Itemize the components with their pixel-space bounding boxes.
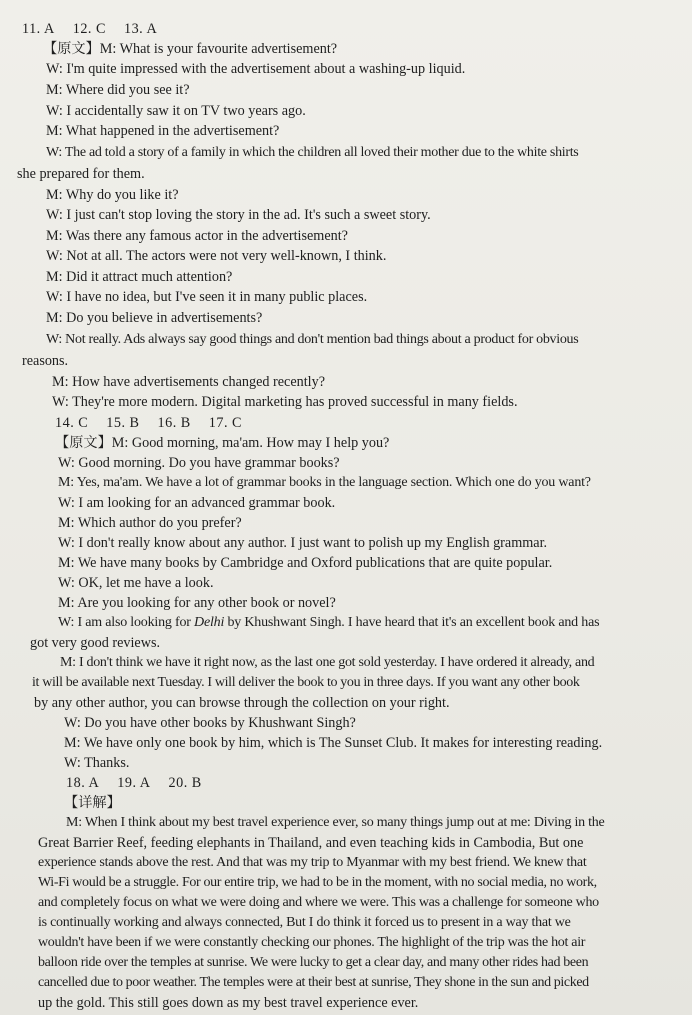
passage-line: experience stands above the rest. And that was my trip to Myanmar with my best friend. We knew that xyxy=(38,855,587,870)
transcript-line: W: I am looking for an advanced grammar book. xyxy=(58,495,336,511)
passage-line: cancelled due to poor weather. The temples were at their best at sunrise, They shone in the sun and picked xyxy=(38,975,589,990)
transcript-line: M: Yes, ma'am. We have a lot of grammar books in the language section. Which one do you want? xyxy=(58,475,591,490)
transcript-line: by any other author, you can browse through the collection on your right. xyxy=(34,695,450,711)
transcript-line: M: I don't think we have it right now, as the last one got sold yesterday. I have ordered it already, and xyxy=(60,655,595,670)
transcript-line: she prepared for them. xyxy=(17,166,145,182)
answer: 15. B xyxy=(106,415,140,431)
transcript-line: W: I am also looking for Delhi by Khushwant Singh. I have heard that it's an excellent book and has xyxy=(58,615,600,630)
transcript-line: M: Which author do you prefer? xyxy=(58,515,242,531)
transcript-line: W: They're more modern. Digital marketing has proved successful in many fields. xyxy=(52,394,518,410)
passage-line: and completely focus on what we were doing and where we were. This was a challenge for someone who xyxy=(38,895,599,910)
answer-row xyxy=(22,20,175,38)
transcript-line: M: Do you believe in advertisements? xyxy=(46,310,263,326)
passage-line: balloon ride over the temples at sunrise. We were lucky to get a clear day, and many other rides had been xyxy=(38,955,589,970)
transcript-line: W: Do you have other books by Khushwant Singh? xyxy=(64,715,356,731)
section-tag: 【详解】 xyxy=(64,795,121,811)
transcript-line: W: The ad told a story of a family in which the children all loved their mother due to the white shirts xyxy=(46,145,579,160)
passage-line: up the gold. This still goes down as my best travel experience ever. xyxy=(38,995,419,1011)
answer: 17. C xyxy=(208,415,242,431)
transcript-line: M: Are you looking for any other book or novel? xyxy=(58,595,336,611)
transcript-line: W: Not really. Ads always say good things and don't mention bad things about a product for obvious xyxy=(46,332,579,347)
transcript-line: 【原文】M: Good morning, ma'am. How may I help you? xyxy=(55,435,390,451)
passage-line: is continually working and always connected, But I do think it forced us to present in a way that we xyxy=(38,915,571,930)
transcript-line: W: I'm quite impressed with the advertisement about a washing-up liquid. xyxy=(46,61,466,77)
answer: 19. A xyxy=(117,775,151,791)
transcript-line: M: How have advertisements changed recently? xyxy=(52,374,326,390)
answer: 16. B xyxy=(157,415,191,431)
transcript-line: W: Good morning. Do you have grammar books? xyxy=(58,455,340,471)
answer: 11. A xyxy=(22,21,55,37)
transcript-line: M: We have many books by Cambridge and Oxford publications that are quite popular. xyxy=(58,555,553,571)
transcript-line: W: I don't really know about any author. I just want to polish up my English grammar. xyxy=(58,535,548,551)
transcript-line: it will be available next Tuesday. I will deliver the book to you in three days. If you want any other book xyxy=(32,675,580,690)
section-tag: 【原文】 xyxy=(55,435,112,451)
transcript-line: W: I have no idea, but I've seen it in many public places. xyxy=(46,289,368,305)
passage-line: Wi-Fi would be a struggle. For our entire trip, we had to be in the moment, with no social media, no work, xyxy=(38,875,597,890)
transcript-line: W: Thanks. xyxy=(64,755,130,771)
transcript-line: M: What happened in the advertisement? xyxy=(46,123,280,139)
transcript-line: W: Not at all. The actors were not very well-known, I think. xyxy=(46,248,387,264)
passage-line: Great Barrier Reef, feeding elephants in Thailand, and even teaching kids in Cambodia, But one xyxy=(38,835,584,851)
transcript-line: M: Where did you see it? xyxy=(46,82,190,98)
transcript-line: M: Did it attract much attention? xyxy=(46,269,233,285)
book-title: Delhi xyxy=(194,615,225,630)
transcript-line: W: I just can't stop loving the story in the ad. It's such a sweet story. xyxy=(46,207,431,223)
section-tag: 【原文】 xyxy=(43,41,100,57)
answer: 12. C xyxy=(72,21,106,37)
transcript-line: reasons. xyxy=(22,353,69,369)
transcript-line: M: Was there any famous actor in the advertisement? xyxy=(46,228,348,244)
answer-row xyxy=(55,414,260,432)
answer: 13. A xyxy=(123,21,158,37)
transcript-line: M: Why do you like it? xyxy=(46,187,179,203)
passage-line: M: When I think about my best travel experience ever, so many things jump out at me: Diving in the xyxy=(66,815,605,830)
transcript-line: M: We have only one book by him, which is The Sunset Club. It makes for interesting reading. xyxy=(64,735,603,751)
transcript-line: got very good reviews. xyxy=(30,635,161,651)
answer: 14. C xyxy=(55,415,89,431)
transcript-line: 【原文】M: What is your favourite advertisement? xyxy=(43,41,338,57)
passage-line: wouldn't have been if we were constantly checking our phones. The highlight of the trip was the hot air xyxy=(38,935,586,950)
transcript-line: W: OK, let me have a look. xyxy=(58,575,214,591)
answer: 18. A xyxy=(66,775,100,791)
answer-row xyxy=(66,774,220,792)
transcript-line: W: I accidentally saw it on TV two years ago. xyxy=(46,103,306,119)
answer: 20. B xyxy=(168,775,202,791)
